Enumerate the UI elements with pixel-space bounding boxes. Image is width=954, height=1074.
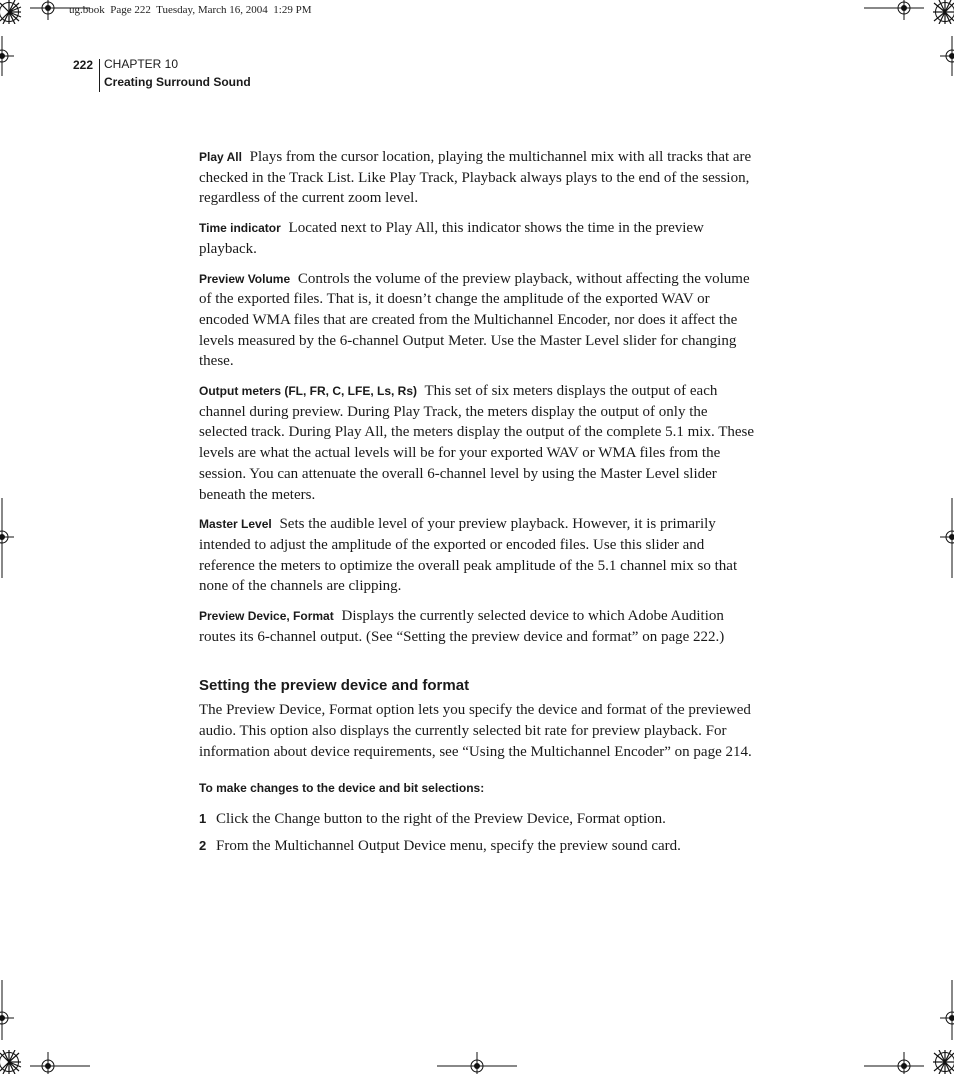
header-divider — [99, 59, 100, 92]
registration-crosshair-icon — [0, 980, 14, 1040]
registration-starburst-icon — [0, 0, 22, 24]
step-text: Click the Change button to the right of the Preview Device, Format option. — [216, 810, 666, 827]
term-label: Output meters (FL, FR, C, LFE, Ls, Rs) — [199, 384, 418, 399]
term-label: Master Level — [199, 517, 272, 532]
term-label: Preview Volume — [199, 271, 291, 286]
step-text: From the Multichannel Output Device menu, specify the preview sound card. — [216, 838, 681, 855]
chapter-label: CHAPTER 10 — [104, 57, 179, 71]
registration-crosshair-icon — [0, 36, 14, 76]
definition-entry — [199, 147, 755, 209]
term-label: Time indicator — [199, 221, 281, 236]
section-heading: Setting the preview device and format — [199, 677, 470, 695]
procedure-heading: To make changes to the device and bit selections: — [199, 780, 485, 795]
term-label: Play All — [199, 150, 242, 164]
registration-crosshair-icon — [864, 1052, 924, 1074]
procedure-step — [199, 836, 755, 857]
step-number: 1 — [199, 810, 207, 826]
registration-starburst-icon — [932, 0, 954, 24]
registration-starburst-icon — [0, 1050, 22, 1074]
term-description: Located next to Play All, this indicator shows the time in the preview playback. — [199, 220, 704, 257]
page-number: 222 — [73, 58, 94, 72]
definition-entry — [199, 514, 755, 597]
section-body: The Preview Device, Format option lets you specify the device and format of the previewed audio. This option also displays the currently selected bit rate for preview playback. For information about device requirements, see “Using the Multichannel Encoder” on page 214. — [199, 702, 752, 760]
registration-crosshair-icon — [864, 0, 924, 22]
term-label: Preview Device, Format — [199, 609, 334, 624]
term-description: Plays from the cursor location, playing the multichannel mix with all tracks that are checked in the Track List. Like Play Track, Playback always plays to the end of the session, regardless of the current zoom level. — [199, 149, 752, 207]
term-description: Controls the volume of the preview playback, without affecting the volume of the exported files. That is, it doesn’t change the amplitude of the exported WAV or encoded WMA files that are created from the Multichannel Encoder, nor does it affect the levels measured by the 6-channel Output Meter. Use the Master Level slider for changing these. — [199, 270, 750, 370]
registration-crosshair-icon — [940, 980, 954, 1040]
procedure-step — [199, 809, 755, 830]
registration-starburst-icon — [932, 1050, 954, 1074]
page-body — [199, 147, 755, 864]
definition-entry — [199, 218, 755, 259]
term-description: Displays the currently selected device to which Adobe Audition routes its 6-channel output. (See “Setting the preview device and format” on page 222.) — [199, 608, 725, 645]
step-number: 2 — [199, 838, 207, 854]
term-description: Sets the audible level of your preview playback. However, it is primarily intended to adjust the amplitude of the exported or encoded files. Use this slider and reference the meters to optimize the overall peak amplitude of the 5.1 channel mix so that none of the channels are clipping. — [199, 516, 738, 595]
term-description: This set of six meters displays the output of each channel during preview. During Play Track, the meters display the output of only the selected track. During Play All, the meters display the output of the complete 5.1 mix. These levels are what the actual levels will be for your exported WAV or WMA files from the session. You can attenuate the overall 6-channel level by using the Master Level slider beneath the meters. — [199, 383, 755, 503]
print-slug-line: ug.book Page 222 Tuesday, March 16, 2004 1:29 PM — [69, 4, 312, 16]
registration-crosshair-icon — [0, 498, 14, 578]
registration-crosshair-icon — [30, 1052, 90, 1074]
registration-crosshair-icon — [940, 498, 954, 578]
definition-entry — [199, 381, 755, 505]
registration-crosshair-icon — [30, 0, 90, 22]
definition-entry — [199, 606, 755, 647]
chapter-title: Creating Surround Sound — [104, 75, 251, 89]
definition-entry — [199, 269, 755, 373]
registration-crosshair-icon — [437, 1052, 517, 1074]
registration-crosshair-icon — [940, 36, 954, 76]
